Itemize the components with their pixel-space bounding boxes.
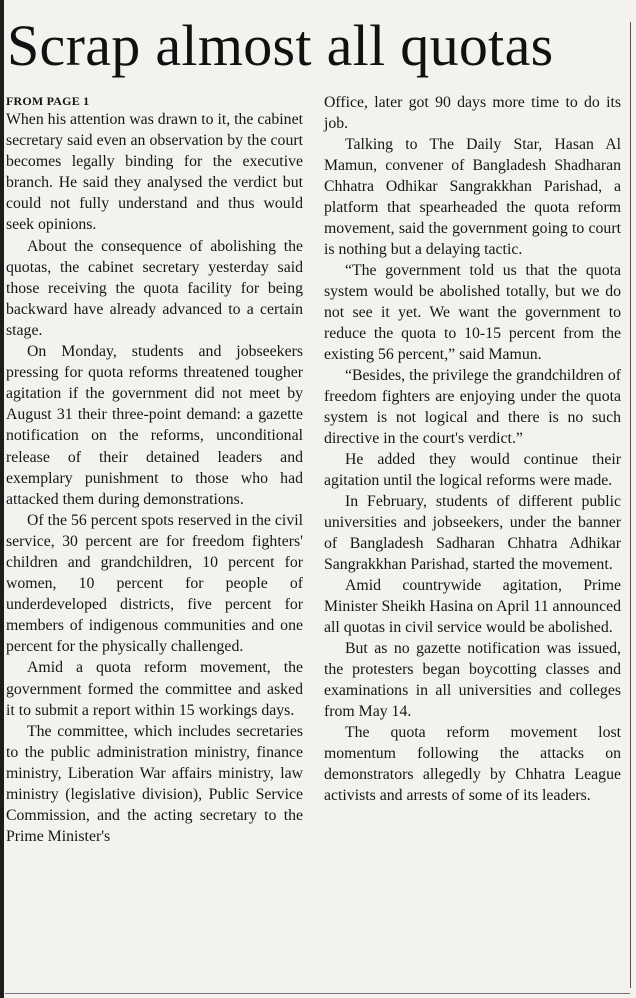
paragraph: He added they would continue their agitation until the logical reforms were made. <box>324 451 621 489</box>
left-column <box>6 93 303 847</box>
paragraph: The quota reform movement lost momentum following the attacks on demonstrators allegedly by Chhatra League activists and arrests of some of its leaders. <box>324 724 621 804</box>
bottom-rule <box>5 993 630 994</box>
left-column-rule <box>0 0 4 998</box>
paragraph: In February, students of different public universities and jobseekers, under the banner of Bangladesh Sadharan Chhatra Adhikar Sangrakkhan Parishad, started the movement. <box>324 493 621 573</box>
right-column-rule <box>630 22 631 988</box>
dateline: FROM PAGE 1 <box>6 94 90 108</box>
paragraph: Talking to The Daily Star, Hasan Al Mamun, convener of Bangladesh Shadharan Chhatra Odhikar Sangrakkhan Parishad, a platform that spearheaded the quota reform movement, said the government going to court is nothing but a delaying tactic. <box>324 136 621 258</box>
paragraph: When his attention was drawn to it, the cabinet secretary said even an observation by the court becomes legally binding for the executive branch. He said they analysed the verdict but could not fully understand and thus would seek opinions. <box>6 111 303 234</box>
paragraph: On Monday, students and jobseekers pressing for quota reforms threatened tougher agitation if the government did not meet by August 31 their three-point demand: a gazette notification on the reforms, unconditional release of their detained leaders and exemplary punishment to those who had attacked them during demonstrations. <box>6 343 303 508</box>
paragraph: About the consequence of abolishing the quotas, the cabinet secretary yesterday said those receiving the quota facility for being backward have already advanced to a certain stage. <box>6 237 303 339</box>
paragraph: Of the 56 percent spots reserved in the civil service, 30 percent are for freedom fighters' children and grandchildren, 10 percent for women, 10 percent for people of underdeveloped districts, five percent for members of indigenous communities and one percent for the physically challenged. <box>6 511 303 656</box>
quote-paragraph: “The government told us that the quota system would be abolished totally, but we do not see it yet. We want the government to reduce the quota to 10-15 percent from the existing 56 percent,” said Mamun. <box>324 262 621 363</box>
quote-paragraph: “Besides, the privilege the grandchildren of freedom fighters are enjoying under the quota system is not logical and there is no such directive in the court's verdict.” <box>324 367 621 447</box>
paragraph: Amid a quota reform movement, the government formed the committee and asked it to submit a report within 15 workings days. <box>6 659 303 719</box>
paragraph: Amid countrywide agitation, Prime Minister Sheikh Hasina on April 11 announced all quotas in civil service would be abolished. <box>324 577 621 636</box>
right-column <box>324 92 621 806</box>
headline: Scrap almost all quotas <box>7 13 554 78</box>
paragraph: The committee, which includes secretaries to the public administration ministry, finance ministry, Liberation War affairs ministry, law ministry (legislative division), Public Service Commission, and the acting secretary to the Prime Minister's <box>6 722 303 846</box>
paragraph: But as no gazette notification was issued, the protesters began boycotting classes and examinations in all universities and colleges from May 14. <box>324 640 621 720</box>
paragraph: Office, later got 90 days more time to do its job. <box>324 94 621 132</box>
